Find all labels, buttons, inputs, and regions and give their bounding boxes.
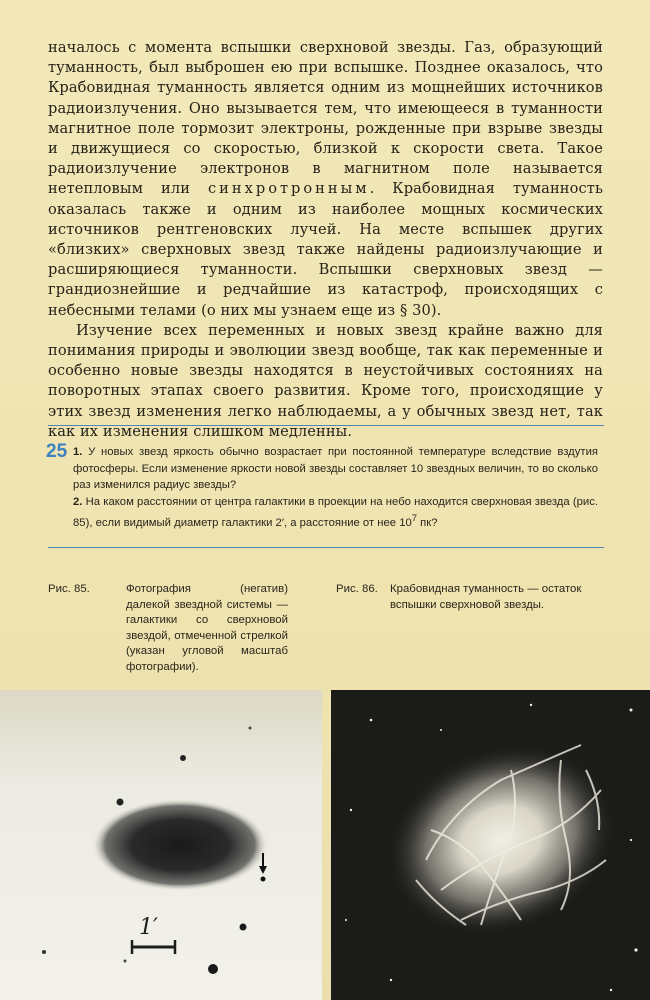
figure-85-caption <box>48 582 288 672</box>
paragraph-2: Изучение всех переменных и новых звезд крайне важно для понимания природы и эволюции звезд вообще, так как переменные и особенно новые звезды находятся в неустойчивых состояниях на поворотных этапах своего развития. Кроме того, происходящие у этих звезд изменения легко наблюдаемы, а у обычных звезд нет, так как их изменения слишком медленны. <box>48 321 603 440</box>
galaxy-blob <box>92 799 268 891</box>
scale-label: 1′ <box>139 915 158 940</box>
star-dot <box>208 964 218 974</box>
exercise-question-1: 1. У новых звезд яркость обычно возрастает при постоянной температуре вследствие вздутия фотосферы. Если изменение яркости новой звезды составляет 10 звездных величин, то во сколько раз изменился радиус звезды? <box>73 446 599 492</box>
exercise-block <box>73 444 598 532</box>
star-dot <box>42 950 46 954</box>
figure-86-caption <box>336 582 596 642</box>
supernova-star <box>261 877 266 882</box>
galaxy-negative-image <box>0 690 322 1000</box>
figure-86-crab-nebula-photo <box>331 690 650 1000</box>
figure-85-text: Фотография (негатив) далекой звездной системы — галактики со сверхновой звездой, отмеченной стрелкой (указан угловой масштаб фотографии). <box>126 583 288 673</box>
paragraph-1: началось с момента вспышки сверхновой звезды. Газ, образующий туманность, был выброшен ею при вспышке. Позднее оказалось, что Крабовидная туманность является одним из мощнейших источников радиоизлучения. Оно вызывается тем, что имеющееся в туманности магнитное поле тормозит электроны, рожденные при взрыве звезды и движущиеся со скоростью, близкой к скорости света. Такое радиоизлучение электронов в магнитном поле называется нетепловым или синхротронным. Крабовидная туманность оказалась также и одним из наиболее мощных космических источников рентгеновских лучей. На месте вспышек других «близких» сверхновых звезд также найдены радиоизлучающие и расширяющиеся туманности. Вспышки сверхновых звезд — грандиознейшие и редчайшие из катастроф, происходящих с небесными телами (о них мы узнаем еще из § 30). <box>48 39 603 319</box>
star-dot <box>180 755 186 761</box>
star-dot <box>240 924 247 931</box>
main-text <box>48 38 603 442</box>
star-dot <box>249 727 252 730</box>
emphasized-term: синхротронным <box>208 180 370 198</box>
exercise-top-rule <box>48 425 604 426</box>
figure-85-galaxy-photo <box>0 690 322 1000</box>
figure-86-text: Крабовидная туманность — остаток вспышки сверхновой звезды. <box>390 583 582 611</box>
star-dot <box>117 799 124 806</box>
crab-nebula-image <box>331 690 650 1000</box>
figure-86-label: Рис. 86. <box>336 583 378 595</box>
star-dot <box>124 960 127 963</box>
exercise-bottom-rule <box>48 547 604 548</box>
figure-85-label: Рис. 85. <box>48 583 90 595</box>
exercise-number: 25 <box>46 441 68 462</box>
exercise-question-2: 2. На каком расстоянии от центра галактики в проекции на небо находится сверхновая звезда (рис. 85), если видимый диаметр галактики 2′, а расстояние от нее $10^7$ пк? <box>73 495 598 530</box>
